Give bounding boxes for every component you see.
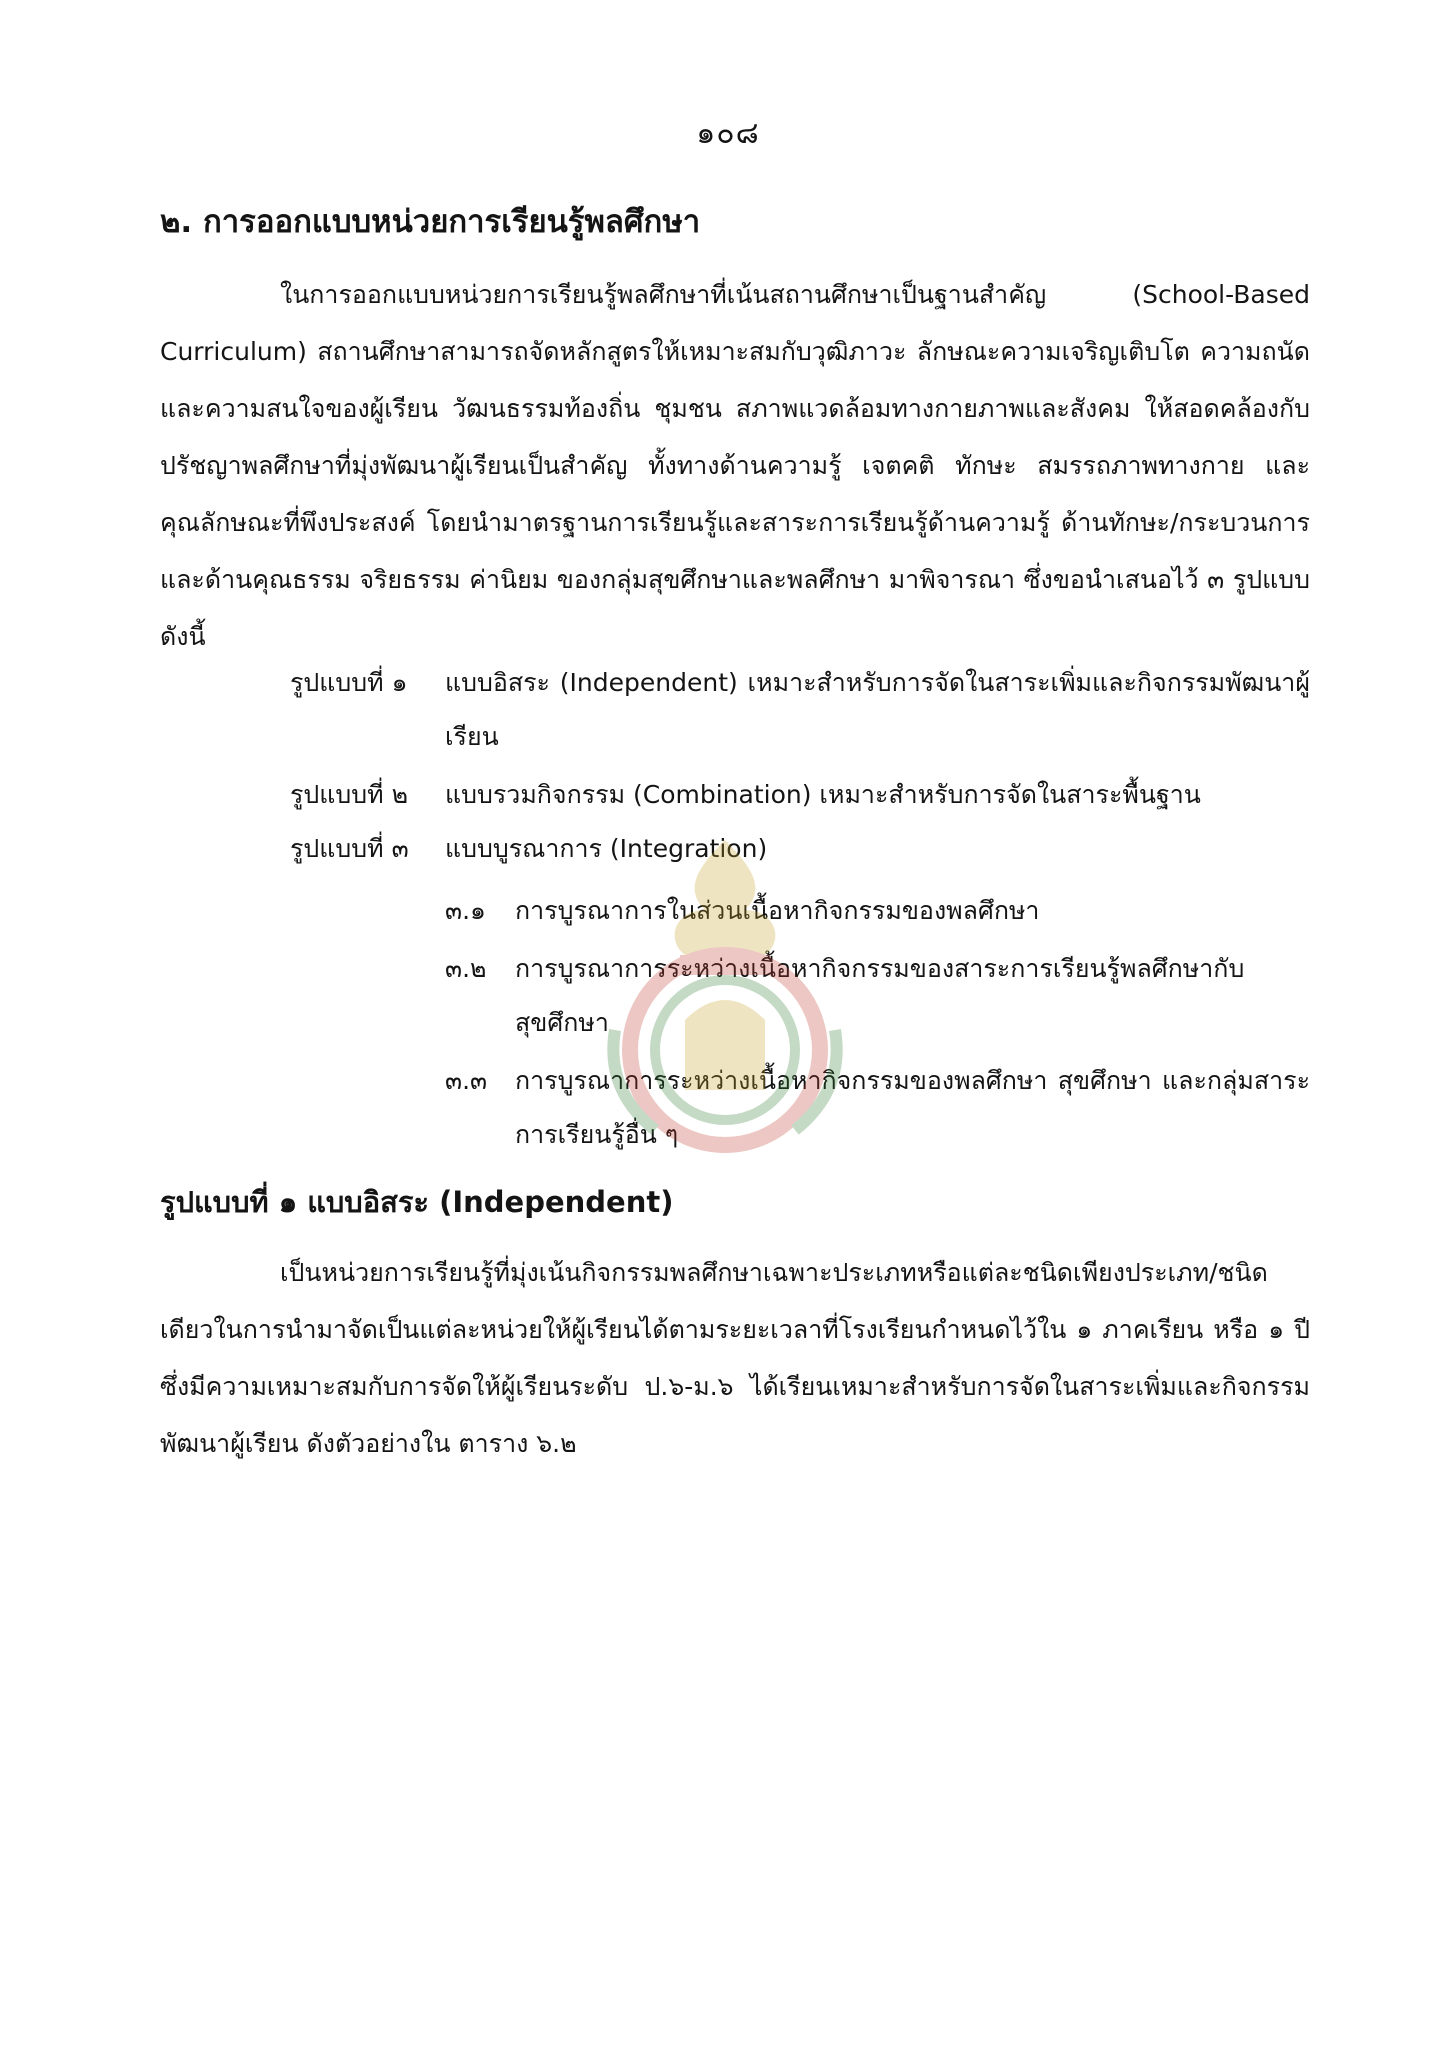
integration-text: การบูรณาการระหว่างเนื้อหากิจกรรมของสาระการเรียนรู้พลศึกษากับสุขศึกษา <box>515 954 1245 1037</box>
intro-paragraph: ในการออกแบบหน่วยการเรียนรู้พลศึกษาที่เน้นสถานศึกษาเป็นฐานสำคัญ (School-Based Curriculum) สถานศึกษาสามารถจัดหลักสูตรให้เหมาะสมกับวุฒิภาวะ ลักษณะความเจริญเติบโต ความถนัดและความสนใจของผู้เรียน วัฒนธรรมท้องถิ่น ชุมชน สภาพแวดล้อมทางกายภาพและสังคม ให้สอดคล้องกับปรัชญาพลศึกษาที่มุ่งพัฒนาผู้เรียนเป็นสำคัญ ทั้งทางด้านความรู้ เจตคติ ทักษะ สมรรถภาพทางกาย และคุณลักษณะที่พึงประสงค์ โดยนำมาตรฐานการเรียนรู้และสาระการเรียนรู้ด้านความรู้ ด้านทักษะ/กระบวนการ และด้านคุณธรรม จริยธรรม ค่านิยม ของกลุ่มสุขศึกษาและพลศึกษา มาพิจารณา ซึ่งขอนำเสนอไว้ ๓ รูปแบบ ดังนี้ <box>160 280 1310 651</box>
format-item <box>290 768 1310 822</box>
integration-item <box>445 942 1310 1050</box>
page-number: ๑๐๘ <box>696 116 760 151</box>
integration-number: ๓.๒ <box>445 954 487 983</box>
format-label: รูปแบบที่ ๓ <box>290 834 409 863</box>
integration-number: ๓.๑ <box>445 896 486 925</box>
integration-number: ๓.๓ <box>445 1066 488 1095</box>
section-heading: ๒. การออกแบบหน่วยการเรียนรู้พลศึกษา <box>160 204 701 240</box>
integration-text: การบูรณาการในส่วนเนื้อหากิจกรรมของพลศึกษา <box>515 896 1040 925</box>
format-text: แบบอิสระ (Independent) เหมาะสำหรับการจัดในสาระเพิ่มและกิจกรรมพัฒนาผู้เรียน <box>445 668 1310 751</box>
integration-item <box>445 884 1310 938</box>
format-item <box>290 656 1310 764</box>
integration-list <box>445 884 1310 1166</box>
format-text: แบบบูรณาการ (Integration) <box>445 834 768 863</box>
format-one-paragraph: เป็นหน่วยการเรียนรู้ที่มุ่งเน้นกิจกรรมพลศึกษาเฉพาะประเภทหรือแต่ละชนิดเพียงประเภท/ชนิดเดียวในการนำมาจัดเป็นแต่ละหน่วยให้ผู้เรียนได้ตามระยะเวลาที่โรงเรียนกำหนดไว้ใน ๑ ภาคเรียน หรือ ๑ ปี ซึ่งมีความเหมาะสมกับการจัดให้ผู้เรียนระดับ ป.๖-ม.๖ ได้เรียนเหมาะสำหรับการจัดในสาระเพิ่มและกิจกรรมพัฒนาผู้เรียน ดังตัวอย่างใน ตาราง ๖.๒ <box>160 1258 1310 1458</box>
integration-item <box>445 1054 1310 1162</box>
format-text: แบบรวมกิจกรรม (Combination) เหมาะสำหรับการจัดในสาระพื้นฐาน <box>445 780 1201 809</box>
format-label: รูปแบบที่ ๒ <box>290 780 409 809</box>
format-label: รูปแบบที่ ๑ <box>290 668 408 697</box>
format-list <box>290 656 1310 876</box>
format-item <box>290 822 1310 876</box>
integration-text: การบูรณาการระหว่างเนื้อหากิจกรรมของพลศึกษา สุขศึกษา และกลุ่มสาระการเรียนรู้อื่น ๆ <box>515 1066 1310 1149</box>
format-one-heading: รูปแบบที่ ๑ แบบอิสระ (Independent) <box>160 1185 674 1219</box>
